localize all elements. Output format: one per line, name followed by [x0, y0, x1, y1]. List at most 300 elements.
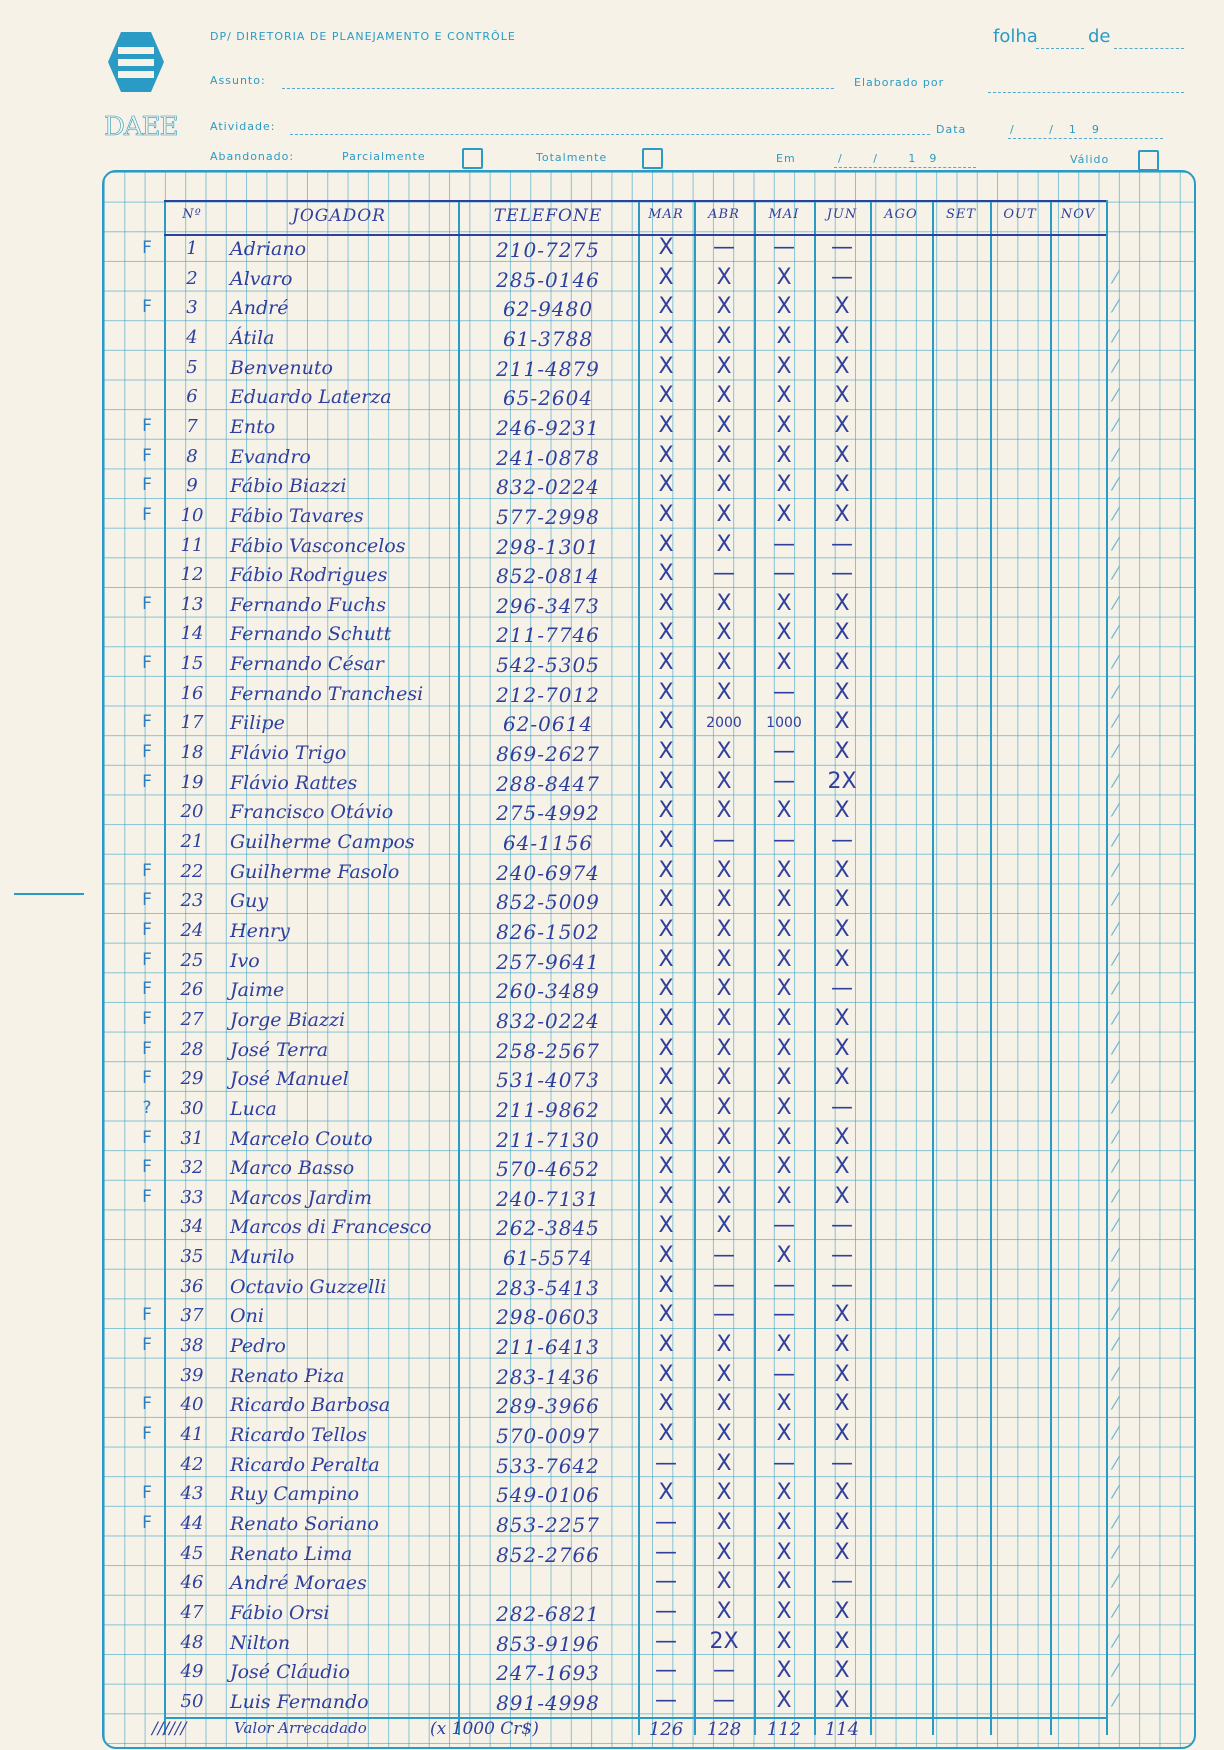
em-field[interactable] — [834, 167, 976, 168]
player-name: Ruy Campino — [230, 1483, 360, 1506]
payment-abr: X — [716, 412, 732, 438]
check-mark-icon: ⁄ — [1114, 1660, 1118, 1682]
table-row — [104, 886, 1194, 916]
payment-mar: X — [658, 828, 674, 853]
payment-jun: X — [834, 1183, 850, 1209]
player-phone: 62-9480 — [502, 297, 594, 322]
payment-mar: X — [658, 887, 674, 913]
table-row — [104, 1242, 1194, 1272]
footer-hatch: ////// — [152, 1718, 187, 1739]
fee-flag: F — [142, 593, 152, 614]
fee-flag: F — [142, 475, 152, 496]
payment-mar: X — [658, 1154, 674, 1180]
payment-mai: X — [776, 1243, 792, 1269]
table-row — [104, 708, 1194, 738]
column-header-jun: JUN — [826, 207, 858, 222]
table-row — [104, 412, 1194, 442]
payment-mar: X — [658, 679, 674, 705]
player-phone: 61-3788 — [502, 326, 594, 351]
player-phone: 211-9862 — [496, 1097, 600, 1122]
fee-flag: F — [142, 1335, 152, 1356]
fee-flag: F — [142, 238, 152, 258]
check-mark-icon: ⁄ — [1114, 1274, 1118, 1296]
check-mark-icon: ⁄ — [1114, 503, 1118, 525]
player-name: Ivo — [230, 949, 260, 972]
payment-mai: — — [773, 235, 795, 260]
payment-abr: X — [716, 1569, 732, 1595]
payment-jun: X — [834, 1124, 850, 1150]
fee-flag: F — [142, 1068, 152, 1089]
payment-abr: X — [716, 1332, 732, 1358]
payment-mar: X — [658, 976, 674, 1002]
payment-mai: — — [773, 739, 795, 765]
payment-jun: X — [834, 650, 850, 676]
player-name: Evandro — [230, 445, 311, 468]
assunto-label: Assunto: — [210, 74, 266, 87]
player-phone: 258-2567 — [496, 1038, 600, 1063]
column-header-mai: MAI — [768, 207, 800, 222]
payment-jun: X — [834, 709, 850, 735]
player-phone: 260-3489 — [496, 979, 600, 1004]
row-number: 13 — [180, 593, 204, 615]
payment-mai: X — [776, 1480, 792, 1506]
row-number: 37 — [180, 1305, 204, 1327]
check-mark-icon: ⁄ — [1114, 1689, 1118, 1711]
table-row — [104, 1064, 1194, 1094]
assunto-field[interactable] — [282, 88, 834, 89]
payment-abr: X — [716, 739, 732, 765]
player-phone: 241-0878 — [496, 445, 600, 470]
player-name: Eduardo Laterza — [230, 386, 392, 409]
table-row — [104, 1450, 1194, 1480]
fee-flag: F — [142, 949, 152, 970]
payment-mar: X — [658, 264, 674, 290]
table-row — [104, 323, 1194, 353]
atividade-field[interactable] — [290, 134, 930, 135]
check-mark-icon: ⁄ — [1114, 385, 1118, 407]
payment-mai: X — [776, 264, 792, 290]
payment-mai: — — [773, 531, 795, 557]
payment-abr: X — [716, 1094, 732, 1120]
player-phone: 869-2627 — [496, 742, 600, 767]
player-phone: 262-3845 — [496, 1216, 600, 1241]
row-number: 34 — [180, 1216, 204, 1238]
check-mark-icon: ⁄ — [1114, 355, 1118, 377]
payment-abr: X — [716, 1421, 732, 1446]
player-phone: 285-0146 — [496, 267, 600, 292]
payment-mar: X — [658, 1094, 674, 1120]
check-mark-icon: ⁄ — [1114, 1007, 1118, 1029]
payment-mai: — — [773, 1213, 795, 1239]
row-number: 24 — [180, 919, 204, 941]
row-number: 35 — [180, 1246, 204, 1268]
table-row — [104, 1212, 1194, 1242]
payment-jun: X — [834, 472, 850, 498]
check-mark-icon: ⁄ — [1114, 681, 1118, 703]
row-number: 10 — [180, 504, 204, 526]
fee-flag: F — [142, 742, 152, 763]
payment-abr: X — [716, 590, 732, 616]
player-name: Jorge Biazzi — [230, 1008, 346, 1031]
payment-jun: X — [834, 1598, 850, 1624]
payment-mar: — — [655, 1598, 677, 1624]
player-phone: 549-0106 — [496, 1483, 600, 1508]
payment-abr: X — [716, 976, 732, 1002]
row-number: 6 — [186, 386, 198, 408]
player-phone: 62-0614 — [502, 712, 594, 737]
payment-jun: X — [834, 1658, 850, 1684]
payment-jun: X — [834, 679, 850, 705]
payment-mar: X — [658, 798, 674, 824]
payment-mar: X — [658, 561, 674, 587]
payment-abr: X — [716, 798, 732, 824]
column-header-nov: NOV — [1060, 207, 1096, 222]
total-jun: 114 — [824, 1718, 860, 1740]
payment-mai: X — [776, 1687, 792, 1713]
check-mark-icon: ⁄ — [1114, 296, 1118, 318]
player-name: Fernando Schutt — [230, 623, 392, 646]
payment-abr: X — [716, 1391, 732, 1417]
player-name: Murilo — [230, 1246, 295, 1269]
payment-mar: X — [658, 1361, 674, 1387]
payment-jun: X — [834, 1628, 850, 1654]
table-row — [104, 857, 1194, 887]
table-row — [104, 353, 1194, 383]
payment-mar: X — [658, 916, 674, 942]
payment-abr: X — [716, 1450, 732, 1476]
row-number: 31 — [180, 1127, 204, 1149]
table-row — [104, 531, 1194, 561]
payment-abr: X — [716, 1539, 732, 1565]
payment-jun: X — [834, 1509, 850, 1535]
fee-flag: F — [142, 1305, 152, 1326]
table-row — [104, 1183, 1194, 1213]
player-name: Fernando Fuchs — [230, 593, 386, 616]
directorate-title: DP/ DIRETORIA DE PLANEJAMENTO E CONTRÔLE — [210, 30, 516, 43]
payment-mai: X — [776, 442, 792, 468]
totalmente-checkbox[interactable] — [642, 148, 663, 169]
payment-jun: — — [831, 235, 853, 260]
row-number: 3 — [186, 297, 198, 319]
player-phone: 296-3473 — [496, 593, 600, 618]
player-name: Henry — [230, 919, 290, 942]
player-name: Octavio Guzzelli — [230, 1275, 387, 1298]
payment-mar: X — [658, 590, 674, 616]
player-name: Filipe — [230, 712, 285, 735]
check-mark-icon: ⁄ — [1114, 1067, 1118, 1089]
table-row — [104, 975, 1194, 1005]
fee-flag: F — [142, 1512, 152, 1533]
payment-abr: X — [716, 620, 732, 646]
check-mark-icon: ⁄ — [1114, 1156, 1118, 1178]
payment-mar: X — [658, 1272, 674, 1298]
player-name: Marcos Jardim — [230, 1186, 373, 1209]
player-name: Fábio Tavares — [230, 504, 364, 527]
payment-jun: X — [834, 1332, 850, 1358]
fee-flag: F — [142, 1186, 152, 1207]
payment-abr: X — [716, 1124, 732, 1150]
valido-label: Válido — [1070, 153, 1110, 166]
fee-flag: F — [142, 1127, 152, 1148]
player-name: Luca — [230, 1097, 277, 1120]
row-number: 12 — [180, 564, 204, 586]
payment-jun: X — [834, 1035, 850, 1061]
payment-jun: 2X — [827, 768, 857, 794]
check-mark-icon: ⁄ — [1114, 1482, 1118, 1504]
fee-flag: F — [142, 979, 152, 1000]
valido-checkbox[interactable] — [1138, 150, 1159, 171]
player-name: Nilton — [230, 1631, 291, 1654]
player-phone: 531-4073 — [496, 1068, 600, 1093]
player-name: Átila — [230, 326, 275, 349]
row-number: 25 — [180, 949, 204, 971]
table-row — [104, 264, 1194, 294]
table-row — [104, 382, 1194, 412]
player-phone: 282-6821 — [496, 1601, 600, 1626]
player-phone: 289-3966 — [496, 1394, 600, 1419]
table-row — [104, 1568, 1194, 1598]
column-header-mar: MAR — [648, 207, 684, 222]
table-row — [104, 1094, 1194, 1124]
fee-flag: F — [142, 445, 152, 466]
check-mark-icon: ⁄ — [1114, 770, 1118, 792]
fee-flag: F — [142, 1394, 152, 1415]
payment-abr: — — [713, 1302, 735, 1328]
payment-jun: X — [834, 1687, 850, 1713]
payment-mai: X — [776, 1509, 792, 1535]
table-row — [104, 590, 1194, 620]
payment-mai: X — [776, 412, 792, 438]
player-phone: 283-5413 — [496, 1275, 600, 1300]
payment-mar: X — [658, 294, 674, 320]
player-phone: 891-4998 — [496, 1690, 600, 1715]
totalmente-label: Totalmente — [536, 151, 608, 164]
check-mark-icon: ⁄ — [1114, 1393, 1118, 1415]
payment-abr: X — [716, 1005, 732, 1031]
payment-mar: X — [658, 501, 674, 527]
payment-mar: X — [658, 768, 674, 794]
table-row — [104, 797, 1194, 827]
header-rule — [164, 200, 1106, 202]
row-number: 2 — [186, 267, 198, 289]
table-row — [104, 1628, 1194, 1658]
folha-label: folha — [993, 26, 1038, 47]
row-number: 41 — [180, 1424, 204, 1445]
player-phone: 298-0603 — [496, 1305, 600, 1330]
payment-jun: X — [834, 946, 850, 972]
player-phone: 288-8447 — [496, 771, 600, 796]
table-row — [104, 501, 1194, 531]
fee-flag: F — [142, 771, 152, 792]
atividade-label: Atividade: — [210, 120, 276, 133]
payment-abr: X — [716, 1480, 732, 1506]
row-number: 22 — [180, 860, 204, 882]
table-row — [104, 234, 1194, 264]
column-header-abr: ABR — [708, 207, 740, 222]
check-mark-icon: ⁄ — [1114, 948, 1118, 970]
player-name: Renato Lima — [230, 1542, 353, 1565]
row-number: 23 — [180, 890, 204, 912]
check-mark-icon: ⁄ — [1114, 800, 1118, 822]
data-field[interactable] — [1008, 138, 1163, 139]
fee-flag: F — [142, 712, 152, 733]
elaborado-field[interactable] — [988, 92, 1184, 93]
payment-abr: X — [716, 323, 732, 349]
check-mark-icon: ⁄ — [1114, 1600, 1118, 1622]
player-name: Oni — [230, 1305, 264, 1328]
check-mark-icon: ⁄ — [1114, 444, 1118, 466]
column-header-n: Nº — [182, 207, 202, 222]
check-mark-icon: ⁄ — [1114, 1452, 1118, 1474]
table-row — [104, 679, 1194, 709]
payment-jun: X — [834, 916, 850, 942]
em-value: / / 19 — [838, 152, 951, 165]
payment-mar: X — [658, 1124, 674, 1150]
payment-jun: X — [834, 1539, 850, 1565]
row-number: 48 — [180, 1631, 204, 1653]
elaborado-label: Elaborado por — [854, 76, 945, 89]
player-name: Adriano — [230, 238, 307, 260]
check-mark-icon: ⁄ — [1114, 859, 1118, 881]
payment-abr: X — [716, 887, 732, 913]
row-number: 27 — [180, 1008, 204, 1030]
check-mark-icon: ⁄ — [1114, 414, 1118, 436]
check-mark-icon: ⁄ — [1114, 652, 1118, 674]
row-number: 1 — [186, 238, 198, 259]
table-row — [104, 1687, 1194, 1717]
player-phone: 211-7130 — [496, 1127, 600, 1152]
check-mark-icon: ⁄ — [1114, 1185, 1118, 1207]
payment-mar: X — [658, 1213, 674, 1239]
payment-jun: X — [834, 1361, 850, 1387]
player-phone: 832-0224 — [496, 1008, 600, 1033]
daee-logo-icon — [106, 30, 166, 94]
row-number: 49 — [180, 1661, 204, 1683]
player-name: Marco Basso — [230, 1157, 355, 1180]
payment-mai: X — [776, 1094, 792, 1120]
payment-mar: X — [658, 709, 674, 735]
parcialmente-checkbox[interactable] — [462, 148, 483, 169]
fee-flag: F — [142, 1157, 152, 1178]
row-number: 21 — [180, 831, 204, 852]
row-number: 32 — [180, 1157, 204, 1179]
player-name: Ricardo Peralta — [230, 1453, 380, 1476]
payment-jun: — — [831, 828, 853, 853]
payment-mar: — — [655, 1569, 677, 1595]
row-number: 9 — [186, 475, 198, 497]
player-name: Pedro — [230, 1335, 286, 1358]
table-row — [104, 1479, 1194, 1509]
check-mark-icon: ⁄ — [1114, 1245, 1118, 1267]
payment-mai: — — [773, 828, 795, 853]
payment-mai: X — [776, 1598, 792, 1624]
payment-abr: — — [713, 1658, 735, 1684]
payment-abr: X — [716, 501, 732, 527]
payment-jun: X — [834, 739, 850, 765]
payment-mai: X — [776, 1154, 792, 1180]
payment-mar: — — [655, 1539, 677, 1565]
row-number: 30 — [180, 1097, 204, 1119]
payment-mar: X — [658, 1391, 674, 1417]
player-name: Ricardo Tellos — [230, 1424, 367, 1446]
fee-flag: F — [142, 504, 152, 525]
check-mark-icon: ⁄ — [1114, 1541, 1118, 1563]
payment-mai: — — [773, 1361, 795, 1387]
payment-mar: X — [658, 1065, 674, 1091]
table-row — [104, 738, 1194, 768]
margin-mark — [14, 893, 84, 895]
de-field[interactable] — [1114, 48, 1184, 49]
player-phone: 570-0097 — [496, 1424, 600, 1448]
payment-mai: X — [776, 501, 792, 527]
player-name: Flávio Rattes — [230, 771, 358, 794]
payment-mai: X — [776, 976, 792, 1002]
payment-mar: X — [658, 383, 674, 409]
parcialmente-label: Parcialmente — [342, 150, 426, 163]
payment-jun: X — [834, 1302, 850, 1328]
check-mark-icon: ⁄ — [1114, 1423, 1118, 1444]
payment-mar: X — [658, 946, 674, 972]
table-row — [104, 1153, 1194, 1183]
player-phone: 211-7746 — [496, 623, 600, 648]
player-name: André Moraes — [230, 1572, 367, 1595]
payment-jun: X — [834, 887, 850, 913]
total-abr: 128 — [706, 1718, 742, 1740]
player-name: Marcelo Couto — [230, 1127, 373, 1150]
table-row — [104, 1301, 1194, 1331]
player-phone: 211-4879 — [496, 356, 600, 381]
row-number: 8 — [186, 445, 198, 467]
payment-mai: — — [773, 1272, 795, 1298]
folha-field[interactable] — [1036, 48, 1084, 49]
player-phone: 61-5574 — [502, 1246, 594, 1271]
row-number: 29 — [180, 1068, 204, 1090]
payment-mar: X — [658, 1183, 674, 1209]
payment-jun: X — [834, 1154, 850, 1180]
total-mai: 112 — [766, 1718, 802, 1740]
player-name: José Terra — [230, 1038, 329, 1061]
row-number: 14 — [180, 623, 204, 645]
payment-abr: X — [716, 1213, 732, 1239]
total-mar: 126 — [648, 1718, 684, 1740]
table-row — [104, 1035, 1194, 1065]
table-row — [104, 619, 1194, 649]
em-label: Em — [776, 152, 796, 165]
row-number: 4 — [186, 326, 198, 348]
player-name: Renato Soriano — [230, 1512, 379, 1535]
payment-abr: X — [716, 353, 732, 379]
payment-mai: X — [776, 946, 792, 972]
row-number: 36 — [180, 1275, 204, 1297]
payment-mai: X — [776, 472, 792, 498]
check-mark-icon: ⁄ — [1114, 622, 1118, 644]
payment-mar: X — [658, 1480, 674, 1506]
data-value: / /19 — [1010, 123, 1115, 136]
payment-abr: — — [713, 828, 735, 853]
player-name: Francisco Otávio — [230, 801, 394, 824]
player-name: Renato Piza — [230, 1364, 345, 1387]
payment-mai: X — [776, 353, 792, 379]
check-mark-icon: ⁄ — [1114, 474, 1118, 496]
table-row — [104, 1598, 1194, 1628]
player-name: Benvenuto — [230, 356, 333, 379]
payment-jun: — — [831, 976, 853, 1002]
table-row — [104, 1509, 1194, 1539]
row-number: 33 — [180, 1186, 204, 1208]
table-row — [104, 560, 1194, 590]
payment-mai: X — [776, 1124, 792, 1150]
player-phone: 570-4652 — [496, 1157, 600, 1182]
